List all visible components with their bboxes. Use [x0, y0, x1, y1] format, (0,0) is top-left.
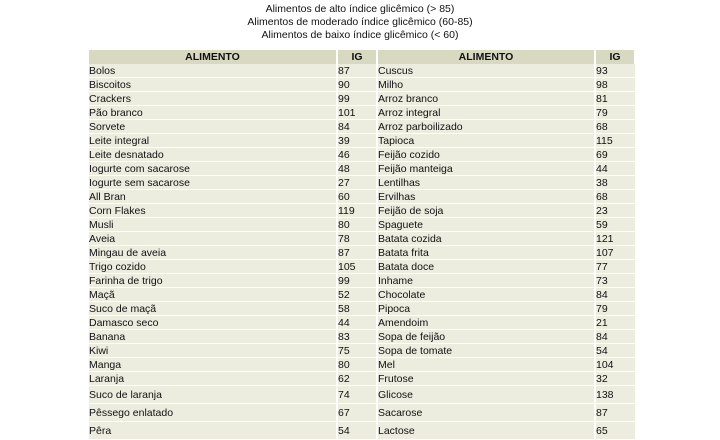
- table-row: [89, 78, 635, 92]
- table-row: [89, 148, 635, 162]
- cell-ig-right: 121: [595, 232, 635, 246]
- cell-ig-right: 69: [595, 148, 635, 162]
- legend-low: Alimentos de baixo índice glicêmico (< 60): [261, 29, 459, 41]
- cell-ig-left: 75: [337, 344, 377, 358]
- glycemic-index-table: [89, 50, 636, 440]
- cell-food-right: Amendoim: [377, 316, 595, 330]
- cell-food-left: Farinha de trigo: [89, 274, 337, 288]
- table-row: [89, 404, 635, 422]
- cell-food-right: Arroz branco: [377, 92, 595, 106]
- cell-food-right: Spaguete: [377, 218, 595, 232]
- table-row: [89, 134, 635, 148]
- table-row: [89, 106, 635, 120]
- cell-ig-right: 77: [595, 260, 635, 274]
- cell-ig-right: 23: [595, 204, 635, 218]
- cell-ig-right: 38: [595, 176, 635, 190]
- table-row: [89, 302, 635, 316]
- cell-ig-right: 73: [595, 274, 635, 288]
- cell-food-right: Batata cozida: [377, 232, 595, 246]
- cell-food-right: Pipoca: [377, 302, 595, 316]
- cell-ig-left: 27: [337, 176, 377, 190]
- cell-food-right: Sopa de tomate: [377, 344, 595, 358]
- cell-food-left: Corn Flakes: [89, 204, 337, 218]
- cell-ig-left: 44: [337, 316, 377, 330]
- cell-ig-right: 79: [595, 106, 635, 120]
- cell-food-left: Bolos: [89, 64, 337, 78]
- cell-food-right: Chocolate: [377, 288, 595, 302]
- table-row: [89, 232, 635, 246]
- cell-ig-left: 80: [337, 358, 377, 372]
- cell-food-left: Laranja: [89, 372, 337, 386]
- cell-ig-left: 84: [337, 120, 377, 134]
- cell-food-left: Mingau de aveia: [89, 246, 337, 260]
- cell-ig-left: 67: [337, 404, 377, 422]
- cell-ig-right: 68: [595, 120, 635, 134]
- cell-food-right: Glicose: [377, 386, 595, 404]
- table-row: [89, 422, 635, 440]
- table-row: [89, 288, 635, 302]
- cell-food-right: Batata frita: [377, 246, 595, 260]
- cell-food-left: Aveia: [89, 232, 337, 246]
- table-row: [89, 358, 635, 372]
- cell-food-left: Sorvete: [89, 120, 337, 134]
- header-food-right: ALIMENTO: [377, 50, 595, 64]
- cell-food-right: Feijão manteiga: [377, 162, 595, 176]
- cell-ig-left: 58: [337, 302, 377, 316]
- table-body: [89, 64, 635, 440]
- cell-ig-right: 44: [595, 162, 635, 176]
- table-row: [89, 162, 635, 176]
- cell-food-right: Ervilhas: [377, 190, 595, 204]
- cell-food-left: Pêra: [89, 422, 337, 440]
- cell-ig-right: 68: [595, 190, 635, 204]
- cell-ig-right: 115: [595, 134, 635, 148]
- cell-ig-right: 93: [595, 64, 635, 78]
- table-row: [89, 246, 635, 260]
- cell-ig-left: 60: [337, 190, 377, 204]
- cell-food-right: Lactose: [377, 422, 595, 440]
- cell-food-right: Cuscus: [377, 64, 595, 78]
- cell-ig-left: 101: [337, 106, 377, 120]
- cell-ig-right: 87: [595, 404, 635, 422]
- cell-ig-right: 138: [595, 386, 635, 404]
- cell-food-left: Crackers: [89, 92, 337, 106]
- header-ig-left: IG: [337, 50, 377, 64]
- cell-food-left: Leite desnatado: [89, 148, 337, 162]
- cell-food-left: Suco de laranja: [89, 386, 337, 404]
- cell-food-left: Manga: [89, 358, 337, 372]
- cell-food-left: Pêssego enlatado: [89, 404, 337, 422]
- header-ig-right: IG: [595, 50, 635, 64]
- cell-ig-left: 83: [337, 330, 377, 344]
- cell-food-left: Kiwi: [89, 344, 337, 358]
- cell-food-right: Milho: [377, 78, 595, 92]
- cell-ig-right: 65: [595, 422, 635, 440]
- table-row: [89, 92, 635, 106]
- cell-food-right: Lentilhas: [377, 176, 595, 190]
- cell-ig-left: 105: [337, 260, 377, 274]
- cell-food-left: Leite integral: [89, 134, 337, 148]
- cell-food-right: Tapioca: [377, 134, 595, 148]
- legend: [0, 0, 720, 43]
- table-row: [89, 176, 635, 190]
- cell-ig-right: 81: [595, 92, 635, 106]
- cell-ig-left: 87: [337, 246, 377, 260]
- cell-food-right: Feijão de soja: [377, 204, 595, 218]
- cell-ig-right: 98: [595, 78, 635, 92]
- cell-ig-left: 78: [337, 232, 377, 246]
- cell-ig-right: 107: [595, 246, 635, 260]
- table-row: [89, 316, 635, 330]
- cell-ig-left: 62: [337, 372, 377, 386]
- cell-food-right: Mel: [377, 358, 595, 372]
- cell-ig-left: 87: [337, 64, 377, 78]
- cell-food-left: Pão branco: [89, 106, 337, 120]
- cell-ig-left: 54: [337, 422, 377, 440]
- legend-moderate: Alimentos de moderado índice glicêmico (60-85): [247, 16, 473, 28]
- cell-food-left: Banana: [89, 330, 337, 344]
- cell-food-left: Iogurte com sacarose: [89, 162, 337, 176]
- table-row: [89, 260, 635, 274]
- cell-ig-left: 99: [337, 92, 377, 106]
- cell-ig-left: 52: [337, 288, 377, 302]
- header-food-left: ALIMENTO: [89, 50, 337, 64]
- table-row: [89, 218, 635, 232]
- cell-ig-right: 32: [595, 372, 635, 386]
- table-header-row: [89, 50, 635, 64]
- cell-ig-left: 48: [337, 162, 377, 176]
- cell-food-right: Batata doce: [377, 260, 595, 274]
- cell-food-left: Trigo cozido: [89, 260, 337, 274]
- cell-ig-left: 119: [337, 204, 377, 218]
- legend-high: Alimentos de alto índice glicêmico (> 85): [265, 3, 455, 15]
- cell-food-left: Suco de maçã: [89, 302, 337, 316]
- table-row: [89, 190, 635, 204]
- cell-ig-left: 99: [337, 274, 377, 288]
- cell-food-right: Frutose: [377, 372, 595, 386]
- cell-food-right: Feijão cozido: [377, 148, 595, 162]
- cell-ig-right: 54: [595, 344, 635, 358]
- cell-food-left: Iogurte sem sacarose: [89, 176, 337, 190]
- table-row: [89, 386, 635, 404]
- cell-ig-left: 46: [337, 148, 377, 162]
- table-row: [89, 120, 635, 134]
- cell-food-left: Musli: [89, 218, 337, 232]
- cell-food-right: Arroz integral: [377, 106, 595, 120]
- cell-ig-left: 74: [337, 386, 377, 404]
- cell-ig-right: 21: [595, 316, 635, 330]
- table-row: [89, 330, 635, 344]
- cell-ig-right: 84: [595, 288, 635, 302]
- cell-food-right: Inhame: [377, 274, 595, 288]
- cell-food-left: All Bran: [89, 190, 337, 204]
- cell-food-right: Arroz parboilizado: [377, 120, 595, 134]
- table-row: [89, 64, 635, 78]
- table-row: [89, 274, 635, 288]
- table-row: [89, 372, 635, 386]
- cell-ig-right: 84: [595, 330, 635, 344]
- cell-food-right: Sopa de feijão: [377, 330, 595, 344]
- cell-ig-right: 79: [595, 302, 635, 316]
- cell-ig-left: 39: [337, 134, 377, 148]
- table-row: [89, 204, 635, 218]
- cell-food-right: Sacarose: [377, 404, 595, 422]
- table-row: [89, 344, 635, 358]
- cell-ig-right: 59: [595, 218, 635, 232]
- cell-ig-left: 90: [337, 78, 377, 92]
- cell-ig-right: 104: [595, 358, 635, 372]
- cell-food-left: Maçã: [89, 288, 337, 302]
- cell-food-left: Biscoitos: [89, 78, 337, 92]
- cell-food-left: Damasco seco: [89, 316, 337, 330]
- cell-ig-left: 80: [337, 218, 377, 232]
